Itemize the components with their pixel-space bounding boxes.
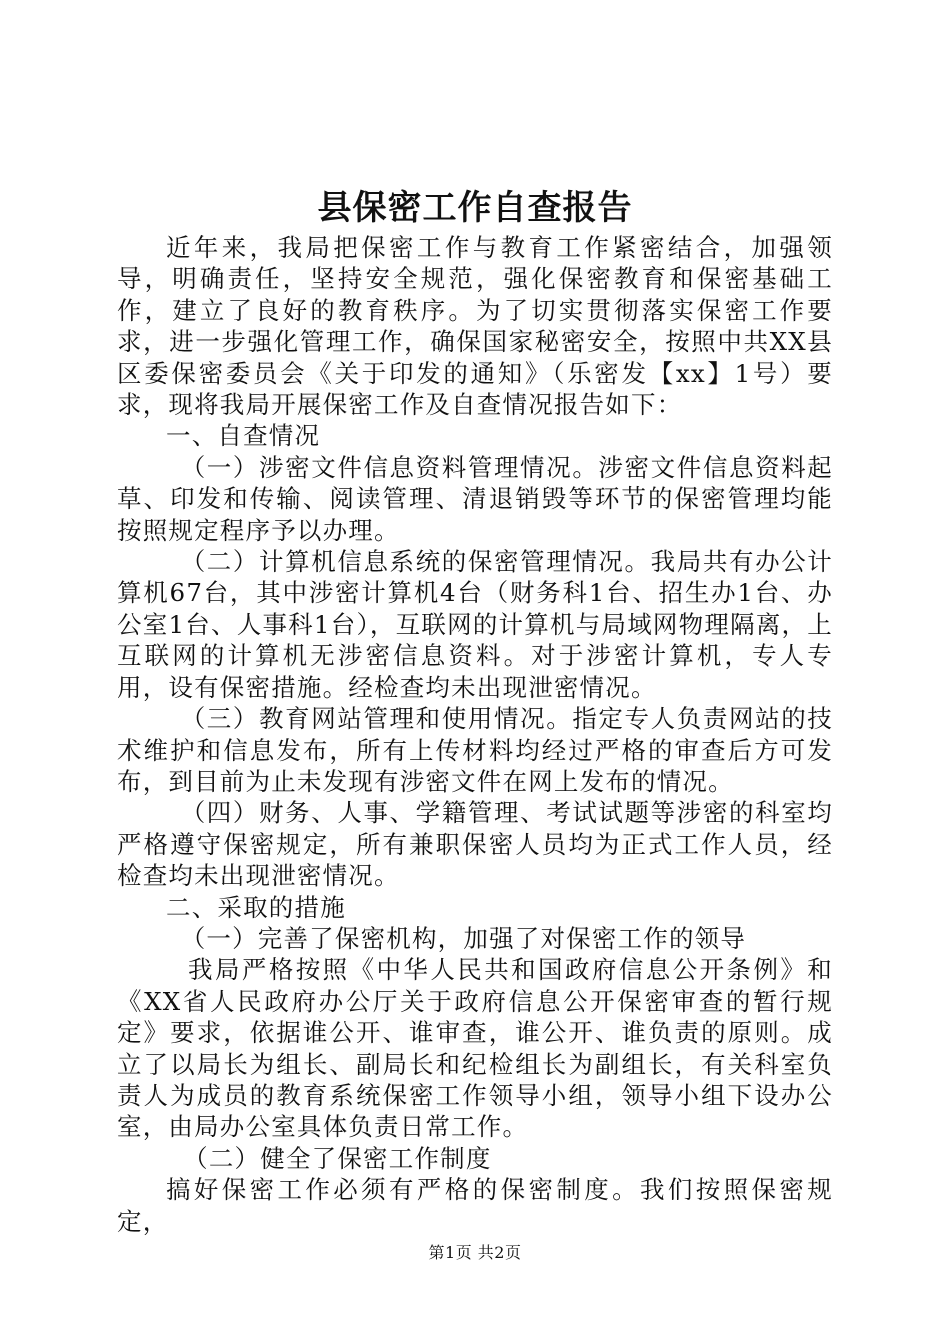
paragraph-section-2-sub-2: （二）健全了保密工作制度: [183, 1143, 492, 1173]
paragraph-section-1-item-1: （一）涉密文件信息资料管理情况。涉密文件信息资料起草、印发和传输、阅读管理、清退销毁等环节的保密管理均能按照规定程序予以办理。: [117, 452, 833, 545]
paragraph-section-2-heading: 二、采取的措施: [166, 892, 346, 922]
document-title: 县保密工作自查报告: [317, 188, 633, 228]
paragraph-section-1-item-4: （四）财务、人事、学籍管理、考试试题等涉密的科室均严格遵守保密规定，所有兼职保密人员均为正式工作人员，经检查均未出现泄密情况。: [117, 798, 833, 891]
paragraph-section-1-item-2: （二）计算机信息系统的保密管理情况。我局共有办公计算机67台，其中涉密计算机4台（财务科1台、招生办1台、办公室1台、人事科1台），互联网的计算机与局域网物理隔离，上互联网的计算机无涉密信息资料。对于涉密计算机，专人专用，设有保密措施。经检查均未出现泄密情况。: [117, 547, 833, 702]
paragraph-intro: 近年来，我局把保密工作与教育工作紧密结合，加强领导，明确责任，坚持安全规范，强化保密教育和保密基础工作，建立了良好的教育秩序。为了切实贯彻落实保密工作要求，进一步强化管理工作，确保国家秘密安全，按照中共XX县区委保密委员会《关于印发的通知》（乐密发【xx】1号）要求，现将我局开展保密工作及自查情况报告如下：: [117, 233, 833, 420]
paragraph-section-2-sub-1-body: 我局严格按照《中华人民共和国政府信息公开条例》和《XX省人民政府办公厅关于政府信息公开保密审查的暂行规定》要求，依据谁公开、谁审查，谁公开、谁负责的原则。成立了以局长为组长、副局长和纪检组长为副组长，有关科室负责人为成员的教育系统保密工作领导小组，领导小组下设办公室，由局办公室具体负责日常工作。: [117, 955, 833, 1142]
paragraph-section-1-heading: 一、自查情况: [166, 421, 321, 451]
document-body: [117, 232, 833, 1237]
paragraph-section-2-sub-1: （一）完善了保密机构，加强了对保密工作的领导: [180, 923, 747, 953]
page-footer: 第1页 共2页: [428, 1243, 522, 1262]
paragraph-section-1-item-3: （三）教育网站管理和使用情况。指定专人负责网站的技术维护和信息发布，所有上传材料均经过严格的审查后方可发布，到目前为止未发现有涉密文件在网上发布的情况。: [117, 704, 833, 796]
paragraph-section-2-sub-2-body: 搞好保密工作必须有严格的保密制度。我们按照保密规定，: [117, 1175, 833, 1236]
